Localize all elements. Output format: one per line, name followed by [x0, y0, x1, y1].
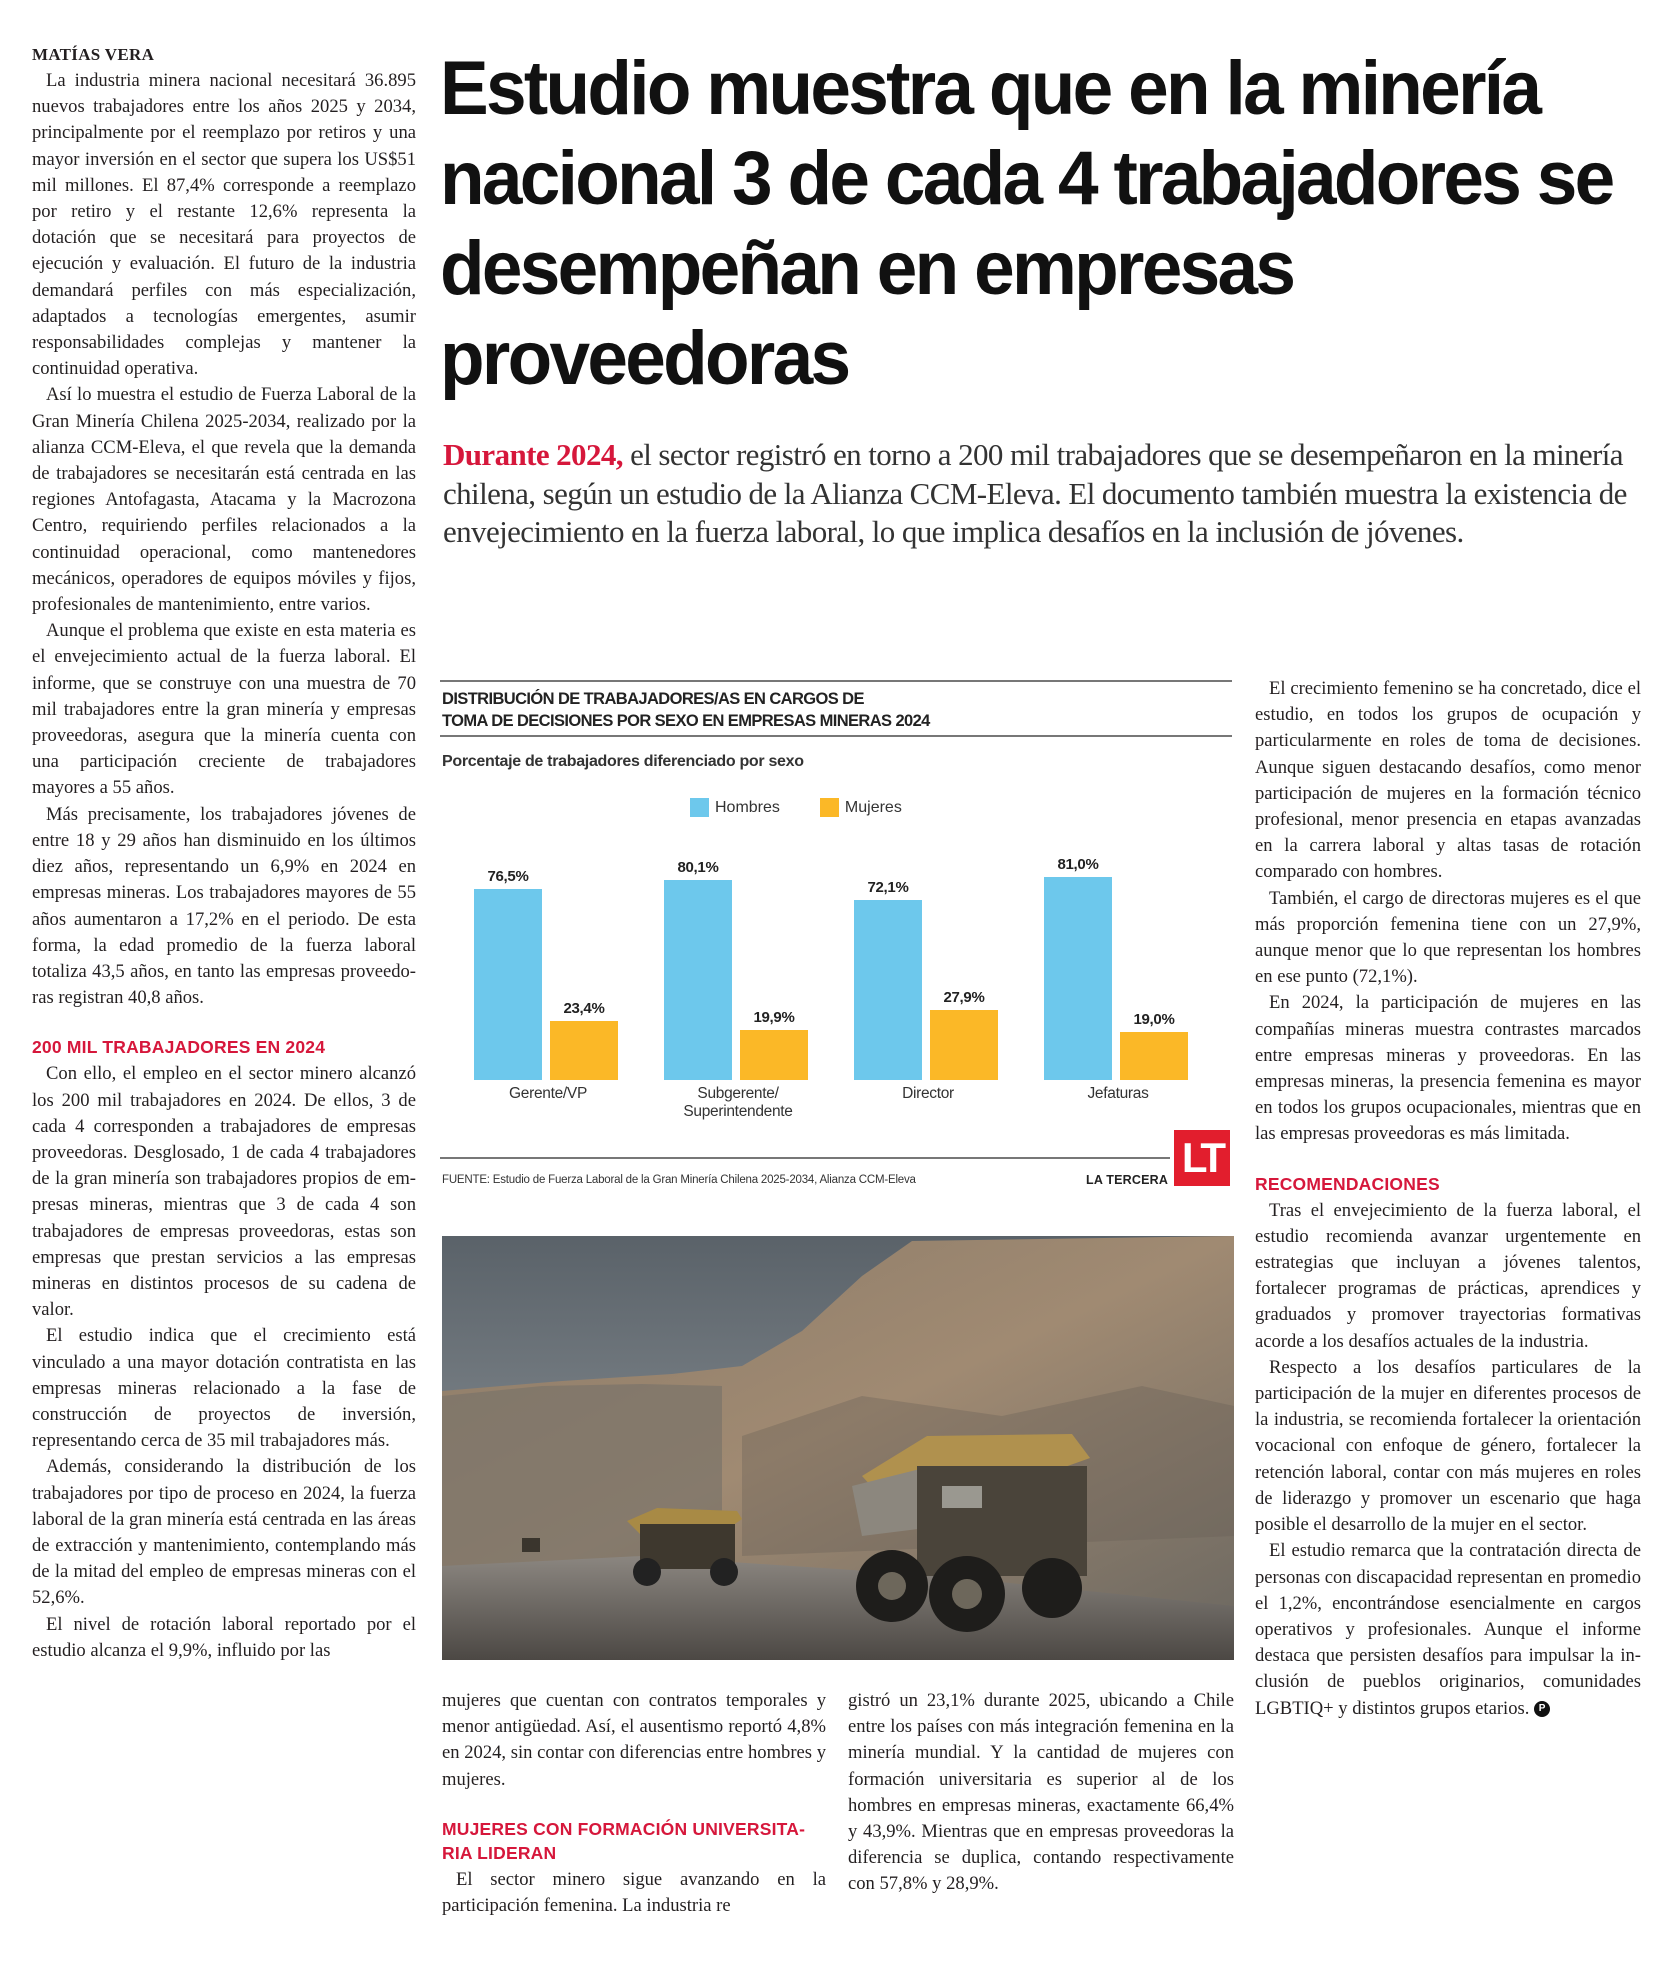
la-tercera-logo-icon: LT — [1174, 1130, 1230, 1186]
value-label: 76,5% — [487, 868, 529, 885]
legend-item-mujeres — [820, 798, 902, 817]
headline: Estudio muestra que en la minería nacional 3 de cada 4 trabajadores se desempeñan en empresas proveedoras — [440, 46, 1613, 401]
chart-title — [442, 688, 930, 732]
bar-hombres-director — [854, 900, 922, 1080]
photo-illustration — [442, 1236, 1234, 1660]
chart-subtitle: Porcentaje de trabajadores diferenciado por sexo — [442, 753, 804, 770]
paragraph: Con ello, el empleo en el sector minero alcanzó los 200 mil trabajadores en 2024. De ellos, 3 de cada 4 corresponden a trabajadores de empresas proveedoras. Desglosado, 1 de cada 4 trabajadores de la gran minería son trabajadores propios de empresas mineras, mientras que 3 de cada 4 son trabajadores de empresas proveedoras, estas son empresas que prestan servicios a las empresas mineras en distintos procesos de su cadena de valor. — [32, 1063, 416, 1321]
bar-hombres-subgerente — [664, 880, 732, 1080]
paragraph: El crecimiento femenino se ha concretado, dice el estudio, en todos los grupos de ocupación y particularmente en roles de toma de decisiones. Aunque siguen destacando desafíos, como menor participación de mujeres en la formación técnico profesional, menor presencia en etapas avanzadas en la carrera laboral y altas tasas de rotación comparado con hombres. — [1255, 678, 1641, 883]
chart-title-rule — [440, 735, 1232, 737]
paragraph: gistró un 23,1% durante 2025, ubicando a Chile entre los países con más integración femenina en la minería mundial. Y la cantidad de mujeres con formación universitaria es superior al de los hombres en empresas mineras, exactamente 66,4% y 43,9%. Mientras que en empresas proveedoras la diferencia se duplica, contando respectivamente con 57,8% y 28,9%. — [848, 1690, 1234, 1895]
paragraph: El estudio indica que el crecimiento está vinculado a una mayor dotación contratista en las empresas mineras relacionado a la fase de construcción de proyectos de inversión, representando cerca de 35 mil trabajadores más. — [32, 1325, 416, 1452]
category-label: Gerente/VP — [509, 1085, 587, 1102]
deck-lead: Durante 2024, — [443, 437, 623, 472]
paragraph: mujeres que cuentan con contratos temporales y menor antigüedad. Así, el ausentismo reportó 4,8% en 2024, sin contar con diferencias entre hombres y mujeres. — [442, 1690, 826, 1790]
byline: MATÍAS VERA — [32, 45, 155, 64]
value-label: 19,0% — [1133, 1011, 1175, 1028]
subhead-mujeres-universitarias: MUJERES CON FORMACIÓN UNIVERSITARIA LIDERAN — [442, 1818, 805, 1863]
bar-hombres-gerente — [474, 889, 542, 1080]
column-1 — [32, 42, 416, 1664]
subhead-recomendaciones: RECOMENDACIONES — [1255, 1173, 1440, 1194]
chart-footer-rule — [440, 1157, 1170, 1159]
deck — [443, 436, 1643, 552]
paragraph: Además, considerando la distribución de los trabajadores por tipo de proceso en 2024, la fuerza laboral de la gran minería está centrada en las áreas de extracción y mantenimiento, contemplando más de la mitad del empleo de empresas mineras con el 52,6%. — [32, 1456, 416, 1609]
chart-title-line-2: TOMA DE DECISIONES POR SEXO EN EMPRESAS MINERAS 2024 — [442, 712, 930, 730]
category-label: Jefaturas — [1087, 1085, 1149, 1102]
bar-mujeres-gerente — [550, 1021, 618, 1080]
bar-hombres-jefaturas — [1044, 877, 1112, 1080]
paragraph: También, el cargo de directoras mujeres es el que más proporción femenina tiene con un 27,9%, aunque menor que lo que representan los hombres en ese punto (72,1%). — [1255, 887, 1641, 988]
subhead-200-mil: 200 MIL TRABAJADORES EN 2024 — [32, 1037, 326, 1058]
value-label: 27,9% — [943, 989, 985, 1006]
deck-text: el sector registró en torno a 200 mil trabajadores que se desempeñaron en la minería chilena, según un estudio de la Alianza CCM-Eleva. El documento también muestra la existencia de envejecimiento en la fuerza laboral, lo que implica desafíos en la inclusión de jóvenes. — [443, 437, 1627, 549]
paragraph: Aunque el problema que existe en esta materia es el envejecimiento actual de la fuerza laboral. El informe, que se construye con una muestra de 70 mil trabajadores entre la gran minería y empresas proveedoras, asegura que la minería cuenta con una participación creciente de trabajadores mayores a 55 años. — [32, 620, 416, 799]
paragraph: El sector minero sigue avanzando en la participación femenina. La industria re — [442, 1868, 826, 1917]
paragraph: Así lo muestra el estudio de Fuerza Laboral de la Gran Minería Chilena 2025-2034, realizado por la alianza CCM-Eleva, el que revela que la demanda de trabajadores se necesitarán está centrada en las regiones Antofagasta, Atacama y la Macrozona Centro, requiriendo perfiles relacionados a la continuidad operacional, como mantenedores mecánicos, operadores de equipos móviles y fijos, profesionales de mantenimiento, entre varios. — [32, 384, 416, 616]
column-3 — [848, 1688, 1234, 1898]
chart-plot-area — [440, 840, 1232, 1080]
category-label — [653, 1085, 823, 1121]
paragraph — [1255, 1538, 1641, 1721]
legend-swatch-mujeres — [820, 798, 839, 817]
bar-mujeres-director — [930, 1010, 998, 1080]
end-mark-icon: P — [1534, 1701, 1550, 1717]
chart-legend — [690, 798, 902, 817]
paragraph: Respecto a los desafíos particulares de la participación de la mujer en diferentes procesos de la industria, se recomienda fortalecer la orientación vocacional con enfoque de género, fortalecer la retención laboral, contar con más mujeres en roles de liderazgo y promover un escenario que haga posible el desarrollo de la mujer en el sector. — [1255, 1356, 1641, 1536]
bar-mujeres-subgerente — [740, 1030, 808, 1080]
category-label: Director — [902, 1085, 954, 1102]
value-label: 72,1% — [867, 879, 909, 896]
value-label: 81,0% — [1057, 856, 1099, 873]
legend-label: Mujeres — [844, 798, 902, 816]
legend-swatch-hombres — [690, 798, 709, 817]
mining-trucks-photo — [442, 1236, 1234, 1660]
paragraph: En 2024, la participación de mujeres en las compañías mineras muestra contrastes marcados entre empresas mineras y proveedoras. En las empresas mineras, la presencia femenina es mayor en todos los grupos ocupacionales, mientras que en las empresas proveedoras es más limitada. — [1255, 992, 1641, 1145]
category-label-text: Subgerente/ Superintendente — [683, 1085, 793, 1120]
brand-name: LA TERCERA — [1086, 1173, 1169, 1187]
bar-chart — [440, 680, 1232, 1200]
column-4 — [1255, 676, 1641, 1722]
value-label: 19,9% — [753, 1009, 795, 1026]
paragraph: El nivel de rotación laboral reportado por el estudio alcanza el 9,9%, influido por las — [32, 1613, 416, 1661]
legend-item-hombres — [690, 798, 780, 817]
paragraph: Tras el envejecimiento de la fuerza laboral, el estudio recomienda avanzar urgentemente en estrategias que incluyan a jóvenes talentos, fortalecer programas de prácticas, aprendices y graduados y promover trayectorias formativas acorde a los desafíos actuales de la industria. — [1255, 1199, 1641, 1352]
paragraph: Más precisamente, los trabajadores jóvenes de entre 18 y 29 años han disminuido en los últimos diez años, representando un 6,9% en 2024 en empresas mineras. Los trabajadores mayores de 55 años aumentaron a 17,2% en el periodo. De esta forma, la edad promedio de la fuerza laboral totaliza 43,5 años, en tanto las empresas proveedoras registran 40,8 años. — [32, 803, 416, 1009]
chart-top-rule — [440, 680, 1232, 682]
value-label: 80,1% — [677, 859, 719, 876]
paragraph: La industria minera nacional necesitará 36.895 nuevos trabajadores entre los años 2025 y 2034, principalmente por el reemplazo por retiros y una mayor inversión en el sector que supera los US$51 mil millones. El 87,4% corresponde a reemplazo por retiro y el restante 12,6% representa la dotación que se necesitará para proyectos de ejecución y evaluación. El futuro de la industria demandará perfiles con más especialización, adaptados a tecnologías emergentes, asumir responsabilidades complejas y mantener la continuidad operativa. — [32, 70, 416, 380]
column-2 — [442, 1688, 826, 1919]
paragraph-text: El estudio remarca que la contratación directa de personas con discapacidad representan en promedio el 1,2%, encontrándose esencialmente en cargos operativos y profesionales. Aunque el informe destaca que persisten desafíos para impulsar la inclusión de pueblos originarios, comunidades LGBTIQ+ y distintos grupos etarios. — [1255, 1540, 1641, 1719]
value-label: 23,4% — [563, 1000, 605, 1017]
chart-title-line-1: DISTRIBUCIÓN DE TRABAJADORES/AS EN CARGOS DE — [442, 690, 864, 708]
legend-label: Hombres — [715, 798, 780, 816]
bar-mujeres-jefaturas — [1120, 1032, 1188, 1080]
chart-source: FUENTE: Estudio de Fuerza Laboral de la Gran Minería Chilena 2025-2034, Alianza CCM-Eleva — [442, 1174, 916, 1186]
